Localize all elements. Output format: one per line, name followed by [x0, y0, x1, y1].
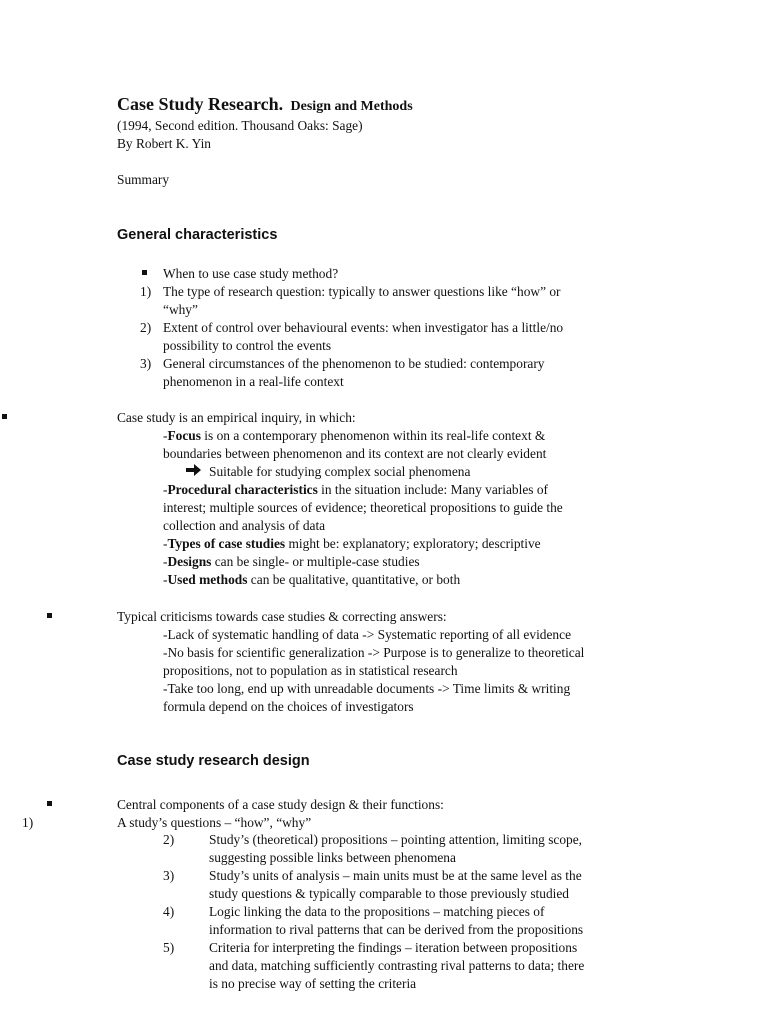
procedural-text: in the situation include: Many variables of: [317, 482, 549, 497]
list-item-line: possibility to control the events: [163, 338, 332, 353]
focus-line: -Focus is on a contemporary phenomenon within its real-life context &: [163, 428, 546, 443]
list-item-line: is no precise way of setting the criteria: [209, 976, 417, 991]
list-number: 1): [140, 284, 152, 299]
criticism-line: -Lack of systematic handling of data -> Systematic reporting of all evidence: [163, 627, 572, 642]
author-line: By Robert K. Yin: [117, 136, 211, 151]
list-number: 4): [163, 904, 175, 919]
designs-line: -Designs can be single- or multiple-case studies: [163, 554, 420, 569]
focus-line-2: boundaries between phenomenon and its context are not clearly evident: [163, 446, 547, 461]
criticism-line: formula depend on the choices of investigators: [163, 699, 414, 714]
types-label: Types of case studies: [167, 536, 286, 551]
procedural-line: -Procedural characteristics in the situation include: Many variables of: [163, 482, 549, 497]
procedural-label: Procedural characteristics: [167, 482, 318, 497]
methods-text: can be qualitative, quantitative, or both: [247, 572, 461, 587]
criticism-line: propositions, not to population as in statistical research: [163, 663, 458, 678]
methods-line: -Used methods can be qualitative, quantitative, or both: [163, 572, 461, 587]
bullet-square-icon: [2, 414, 7, 419]
arrow-text: Suitable for studying complex social phenomena: [209, 464, 471, 479]
list-number: 2): [140, 320, 152, 335]
bullet-square-icon: [142, 270, 147, 275]
bullet-square-icon: [47, 801, 52, 806]
list-item-line: Logic linking the data to the propositions – matching pieces of: [209, 904, 545, 919]
list-item-line: suggesting possible links between phenomena: [209, 850, 456, 865]
list-item-line: The type of research question: typically to answer questions like “how” or: [163, 284, 561, 299]
list-number: 3): [163, 868, 175, 883]
criticisms-intro: Typical criticisms towards case studies & correcting answers:: [117, 609, 447, 624]
section-heading-general: General characteristics: [117, 227, 278, 243]
focus-text: is on a contemporary phenomenon within its real-life context &: [200, 428, 546, 443]
list-item-line: “why”: [163, 302, 198, 317]
document-title: [117, 95, 413, 116]
designs-text: can be single- or multiple-case studies: [211, 554, 420, 569]
inquiry-intro: Case study is an empirical inquiry, in which:: [117, 410, 356, 425]
procedural-line-2: interest; multiple sources of evidence; theoretical propositions to guide the: [163, 500, 563, 515]
focus-label: Focus: [167, 428, 201, 443]
list-item-line: phenomenon in a real-life context: [163, 374, 344, 389]
procedural-line-3: collection and analysis of data: [163, 518, 326, 533]
list-item-line: and data, matching sufficiently contrasting rival patterns to data; there: [209, 958, 585, 973]
list-number: 5): [163, 940, 175, 955]
designs-label: Designs: [167, 554, 212, 569]
title-sub: Design and Methods: [290, 99, 413, 114]
bullet-text-when: When to use case study method?: [163, 266, 339, 281]
list-item-line: information to rival patterns that can be derived from the propositions: [209, 922, 584, 937]
list-item-line: study questions & typically comparable to those previously studied: [209, 886, 570, 901]
arrow-right-icon: [186, 463, 202, 482]
section-heading-design: Case study research design: [117, 753, 310, 769]
types-text: might be: explanatory; exploratory; descriptive: [285, 536, 541, 551]
summary-label: Summary: [117, 172, 170, 187]
list-number: 3): [140, 356, 152, 371]
list-number: 2): [163, 832, 175, 847]
bullet-square-icon: [47, 613, 52, 618]
title-main: Case Study Research.: [117, 94, 284, 114]
list-item-line: General circumstances of the phenomenon to be studied: contemporary: [163, 356, 545, 371]
methods-label: Used methods: [167, 572, 248, 587]
components-intro: Central components of a case study design & their functions:: [117, 797, 444, 812]
list-item-line: A study’s questions – “how”, “why”: [117, 815, 312, 830]
criticism-line: -No basis for scientific generalization -> Purpose is to generalize to theoretical: [163, 645, 585, 660]
list-number: 1): [22, 815, 34, 830]
edition-line: (1994, Second edition. Thousand Oaks: Sage): [117, 118, 363, 133]
list-item-line: Study’s units of analysis – main units must be at the same level as the: [209, 868, 582, 883]
list-item-line: Extent of control over behavioural events: when investigator has a little/no: [163, 320, 564, 335]
list-item-line: Criteria for interpreting the findings – iteration between propositions: [209, 940, 578, 955]
types-line: -Types of case studies might be: explanatory; exploratory; descriptive: [163, 536, 541, 551]
list-item-line: Study’s (theoretical) propositions – pointing attention, limiting scope,: [209, 832, 583, 847]
criticism-line: -Take too long, end up with unreadable documents -> Time limits & writing: [163, 681, 571, 696]
